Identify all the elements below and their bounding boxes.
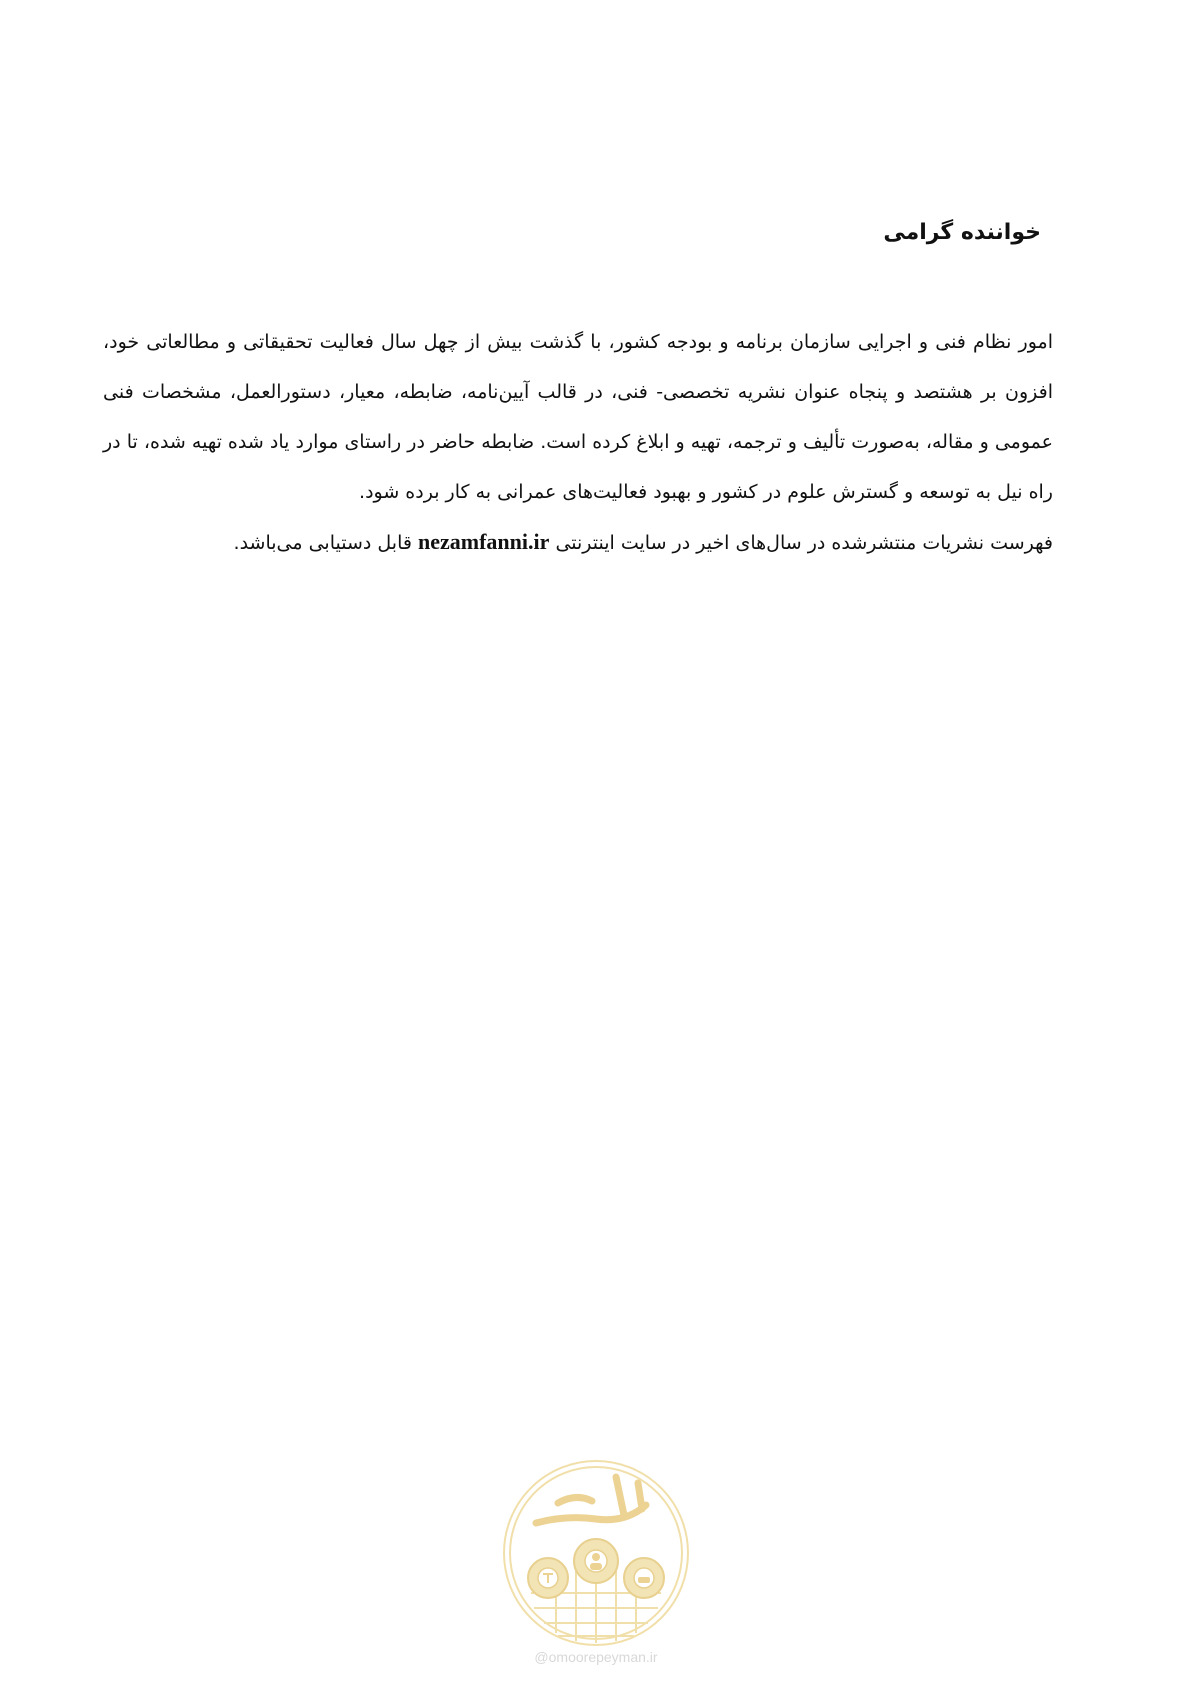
watermark-url: @omoorepeyman.ir: [534, 1649, 658, 1665]
watermark: [496, 1453, 696, 1663]
watermark-logo: [496, 1453, 696, 1653]
publications-text-end: قابل دستیابی می‌باشد.: [233, 532, 412, 554]
body-text: [103, 317, 1053, 568]
publications-text-start: فهرست نشریات منتشرشده در سال‌های اخیر در سایت اینترنتی: [555, 532, 1053, 554]
page-heading: خواننده گرامی: [883, 220, 1041, 245]
publications-paragraph: [103, 517, 1053, 568]
website-name: nezamfanni.ir: [418, 529, 550, 554]
intro-paragraph: امور نظام فنی و اجرایی سازمان برنامه و بودجه کشور، با گذشت بیش از چهل سال فعالیت تحقیقاتی و مطالعاتی خود، افزون بر هشتصد و پنجاه عنوان نشریه تخصصی- فنی، در قالب آیین‌نامه، ضابطه، معیار، دستورالعمل، مشخصات فنی عمومی و مقاله، به‌صورت تألیف و ترجمه، تهیه و ابلاغ کرده است. ضابطه حاضر در راستای موارد یاد شده تهیه شده، تا در راه نیل به توسعه و گسترش علوم در کشور و بهبود فعالیت‌های عمرانی به کار برده شود.: [103, 331, 1053, 503]
